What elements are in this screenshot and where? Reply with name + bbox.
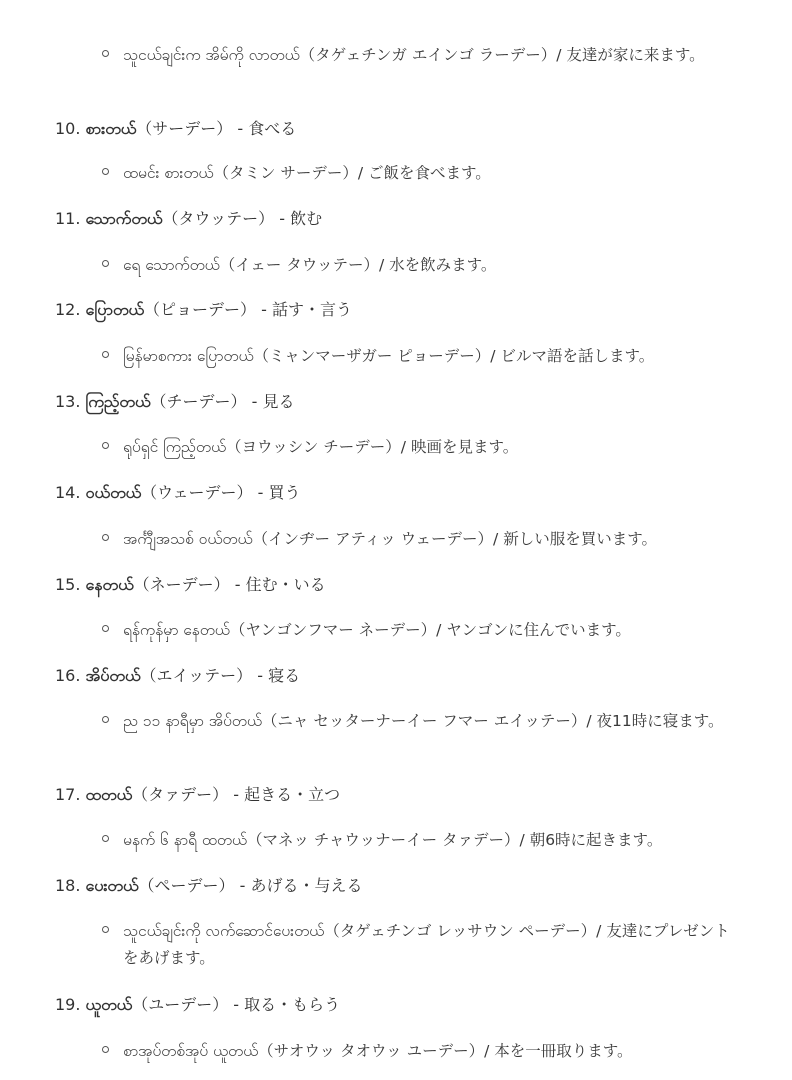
bullet-icon bbox=[102, 716, 109, 723]
example-sentence-13 bbox=[102, 434, 733, 461]
example-sentence-12 bbox=[102, 343, 733, 370]
meaning: - 食べる bbox=[237, 119, 297, 138]
entry-number: 14. bbox=[55, 483, 81, 502]
entry-number: 10. bbox=[55, 119, 81, 138]
vocab-entry-12 bbox=[55, 298, 352, 322]
burmese-word: သောက်တယ် bbox=[85, 209, 163, 228]
example-text: သူငယ်ချင်းကို လက်ဆောင်ပေးတယ်（タゲェチンゴ レッサウン ペーデー）/ 友達にプレゼントをあげます。 bbox=[123, 922, 730, 967]
meaning: - 住む・いる bbox=[234, 575, 326, 594]
vocab-entry-14 bbox=[55, 481, 301, 505]
burmese-word: နေတယ် bbox=[85, 575, 134, 594]
example-sentence-10 bbox=[102, 160, 733, 187]
vocab-entry-16 bbox=[55, 664, 300, 688]
bullet-icon bbox=[102, 926, 109, 933]
reading: （チーデー） bbox=[150, 392, 247, 411]
burmese-word: ထတယ် bbox=[85, 785, 133, 804]
example-text: အင်္ကျီအသစ် ဝယ်တယ်（インヂー アティッ ウェーデー）/ 新しい服を買います。 bbox=[123, 530, 657, 548]
example-text: ရုပ်ရှင် ကြည့်တယ်（ヨウッシン チーデー）/ 映画を見ます。 bbox=[123, 438, 519, 456]
example-sentence-17 bbox=[102, 827, 733, 854]
example-sentence-18 bbox=[102, 918, 733, 972]
meaning: - 見る bbox=[251, 392, 295, 411]
example-text: သူငယ်ချင်းက အိမ်ကို လာတယ်（タゲェチンガ エインゴ ラーデー）/ 友達が家に来ます。 bbox=[123, 46, 705, 64]
entry-number: 18. bbox=[55, 876, 81, 895]
entry-number: 16. bbox=[55, 666, 81, 685]
burmese-word: ပေးတယ် bbox=[85, 876, 139, 895]
example-text: စာအုပ်တစ်အုပ် ယူတယ်（サオウッ タオウッ ユーデー）/ 本を一冊取ります。 bbox=[123, 1042, 633, 1060]
reading: （タァデー） bbox=[132, 785, 229, 804]
burmese-word: ယူတယ် bbox=[85, 995, 133, 1014]
vocab-entry-19 bbox=[55, 993, 340, 1017]
bullet-icon bbox=[102, 168, 109, 175]
entry-number: 19. bbox=[55, 995, 81, 1014]
bullet-icon bbox=[102, 351, 109, 358]
burmese-word: အိပ်တယ် bbox=[85, 666, 141, 685]
meaning: - 話す・言う bbox=[261, 300, 353, 319]
meaning: - 起きる・立つ bbox=[233, 785, 341, 804]
bullet-icon bbox=[102, 835, 109, 842]
vocab-entry-10 bbox=[55, 117, 296, 141]
vocab-entry-11 bbox=[55, 207, 322, 231]
meaning: - 買う bbox=[257, 483, 301, 502]
vocab-entry-13 bbox=[55, 390, 294, 414]
example-text: မြန်မာစကား ပြောတယ်（ミャンマーザガー ピョーデー）/ ビルマ語を話します。 bbox=[123, 347, 655, 365]
burmese-word: ကြည့်တယ် bbox=[85, 392, 151, 411]
reading: （ウェーデー） bbox=[141, 483, 253, 502]
entry-number: 12. bbox=[55, 300, 81, 319]
example-text: ရန်ကုန်မှာ နေတယ်（ヤンゴンフマー ネーデー）/ ヤンゴンに住んでいます。 bbox=[123, 621, 631, 639]
burmese-word: စားတယ် bbox=[85, 119, 137, 138]
vocab-entry-17 bbox=[55, 783, 340, 807]
reading: （ペーデー） bbox=[138, 876, 235, 895]
example-sentence-9 bbox=[102, 42, 733, 69]
example-text: မနက် ၆ နာရီ ထတယ်（マネッ チャウッナーイー タァデー）/ 朝6時に起きます。 bbox=[123, 831, 663, 849]
reading: （ピョーデー） bbox=[144, 300, 257, 319]
entry-number: 15. bbox=[55, 575, 81, 594]
meaning: - 飲む bbox=[279, 209, 323, 228]
entry-number: 11. bbox=[55, 209, 81, 228]
entry-number: 13. bbox=[55, 392, 81, 411]
bullet-icon bbox=[102, 534, 109, 541]
bullet-icon bbox=[102, 260, 109, 267]
example-sentence-19 bbox=[102, 1038, 733, 1065]
vocab-entry-18 bbox=[55, 874, 363, 898]
example-sentence-14 bbox=[102, 526, 733, 553]
example-sentence-16 bbox=[102, 708, 733, 735]
vocab-entry-15 bbox=[55, 573, 326, 597]
example-text: ည ၁၁ နာရီမှာ အိပ်တယ်（ニャ セッターナーイー フマー エイッテー）/ 夜11時に寝ます。 bbox=[123, 712, 724, 730]
example-text: ရေ သောက်တယ်（イェー タウッテー）/ 水を飲みます。 bbox=[123, 256, 497, 274]
bullet-icon bbox=[102, 1046, 109, 1053]
burmese-word: ဝယ်တယ် bbox=[85, 483, 142, 502]
burmese-word: ပြောတယ် bbox=[85, 300, 145, 319]
meaning: - あげる・与える bbox=[239, 876, 363, 895]
reading: （タウッテー） bbox=[162, 209, 275, 228]
meaning: - 取る・もらう bbox=[233, 995, 341, 1014]
meaning: - 寝る bbox=[257, 666, 301, 685]
example-text: ထမင်း စားတယ်（タミン サーデー）/ ご飯を食べます。 bbox=[123, 164, 491, 182]
reading: （ネーデー） bbox=[133, 575, 230, 594]
reading: （エイッテー） bbox=[140, 666, 253, 685]
example-sentence-15 bbox=[102, 617, 733, 644]
entry-number: 17. bbox=[55, 785, 81, 804]
example-sentence-11 bbox=[102, 252, 733, 279]
bullet-icon bbox=[102, 50, 109, 57]
reading: （ユーデー） bbox=[132, 995, 229, 1014]
bullet-icon bbox=[102, 625, 109, 632]
bullet-icon bbox=[102, 442, 109, 449]
reading: （サーデー） bbox=[136, 119, 233, 138]
